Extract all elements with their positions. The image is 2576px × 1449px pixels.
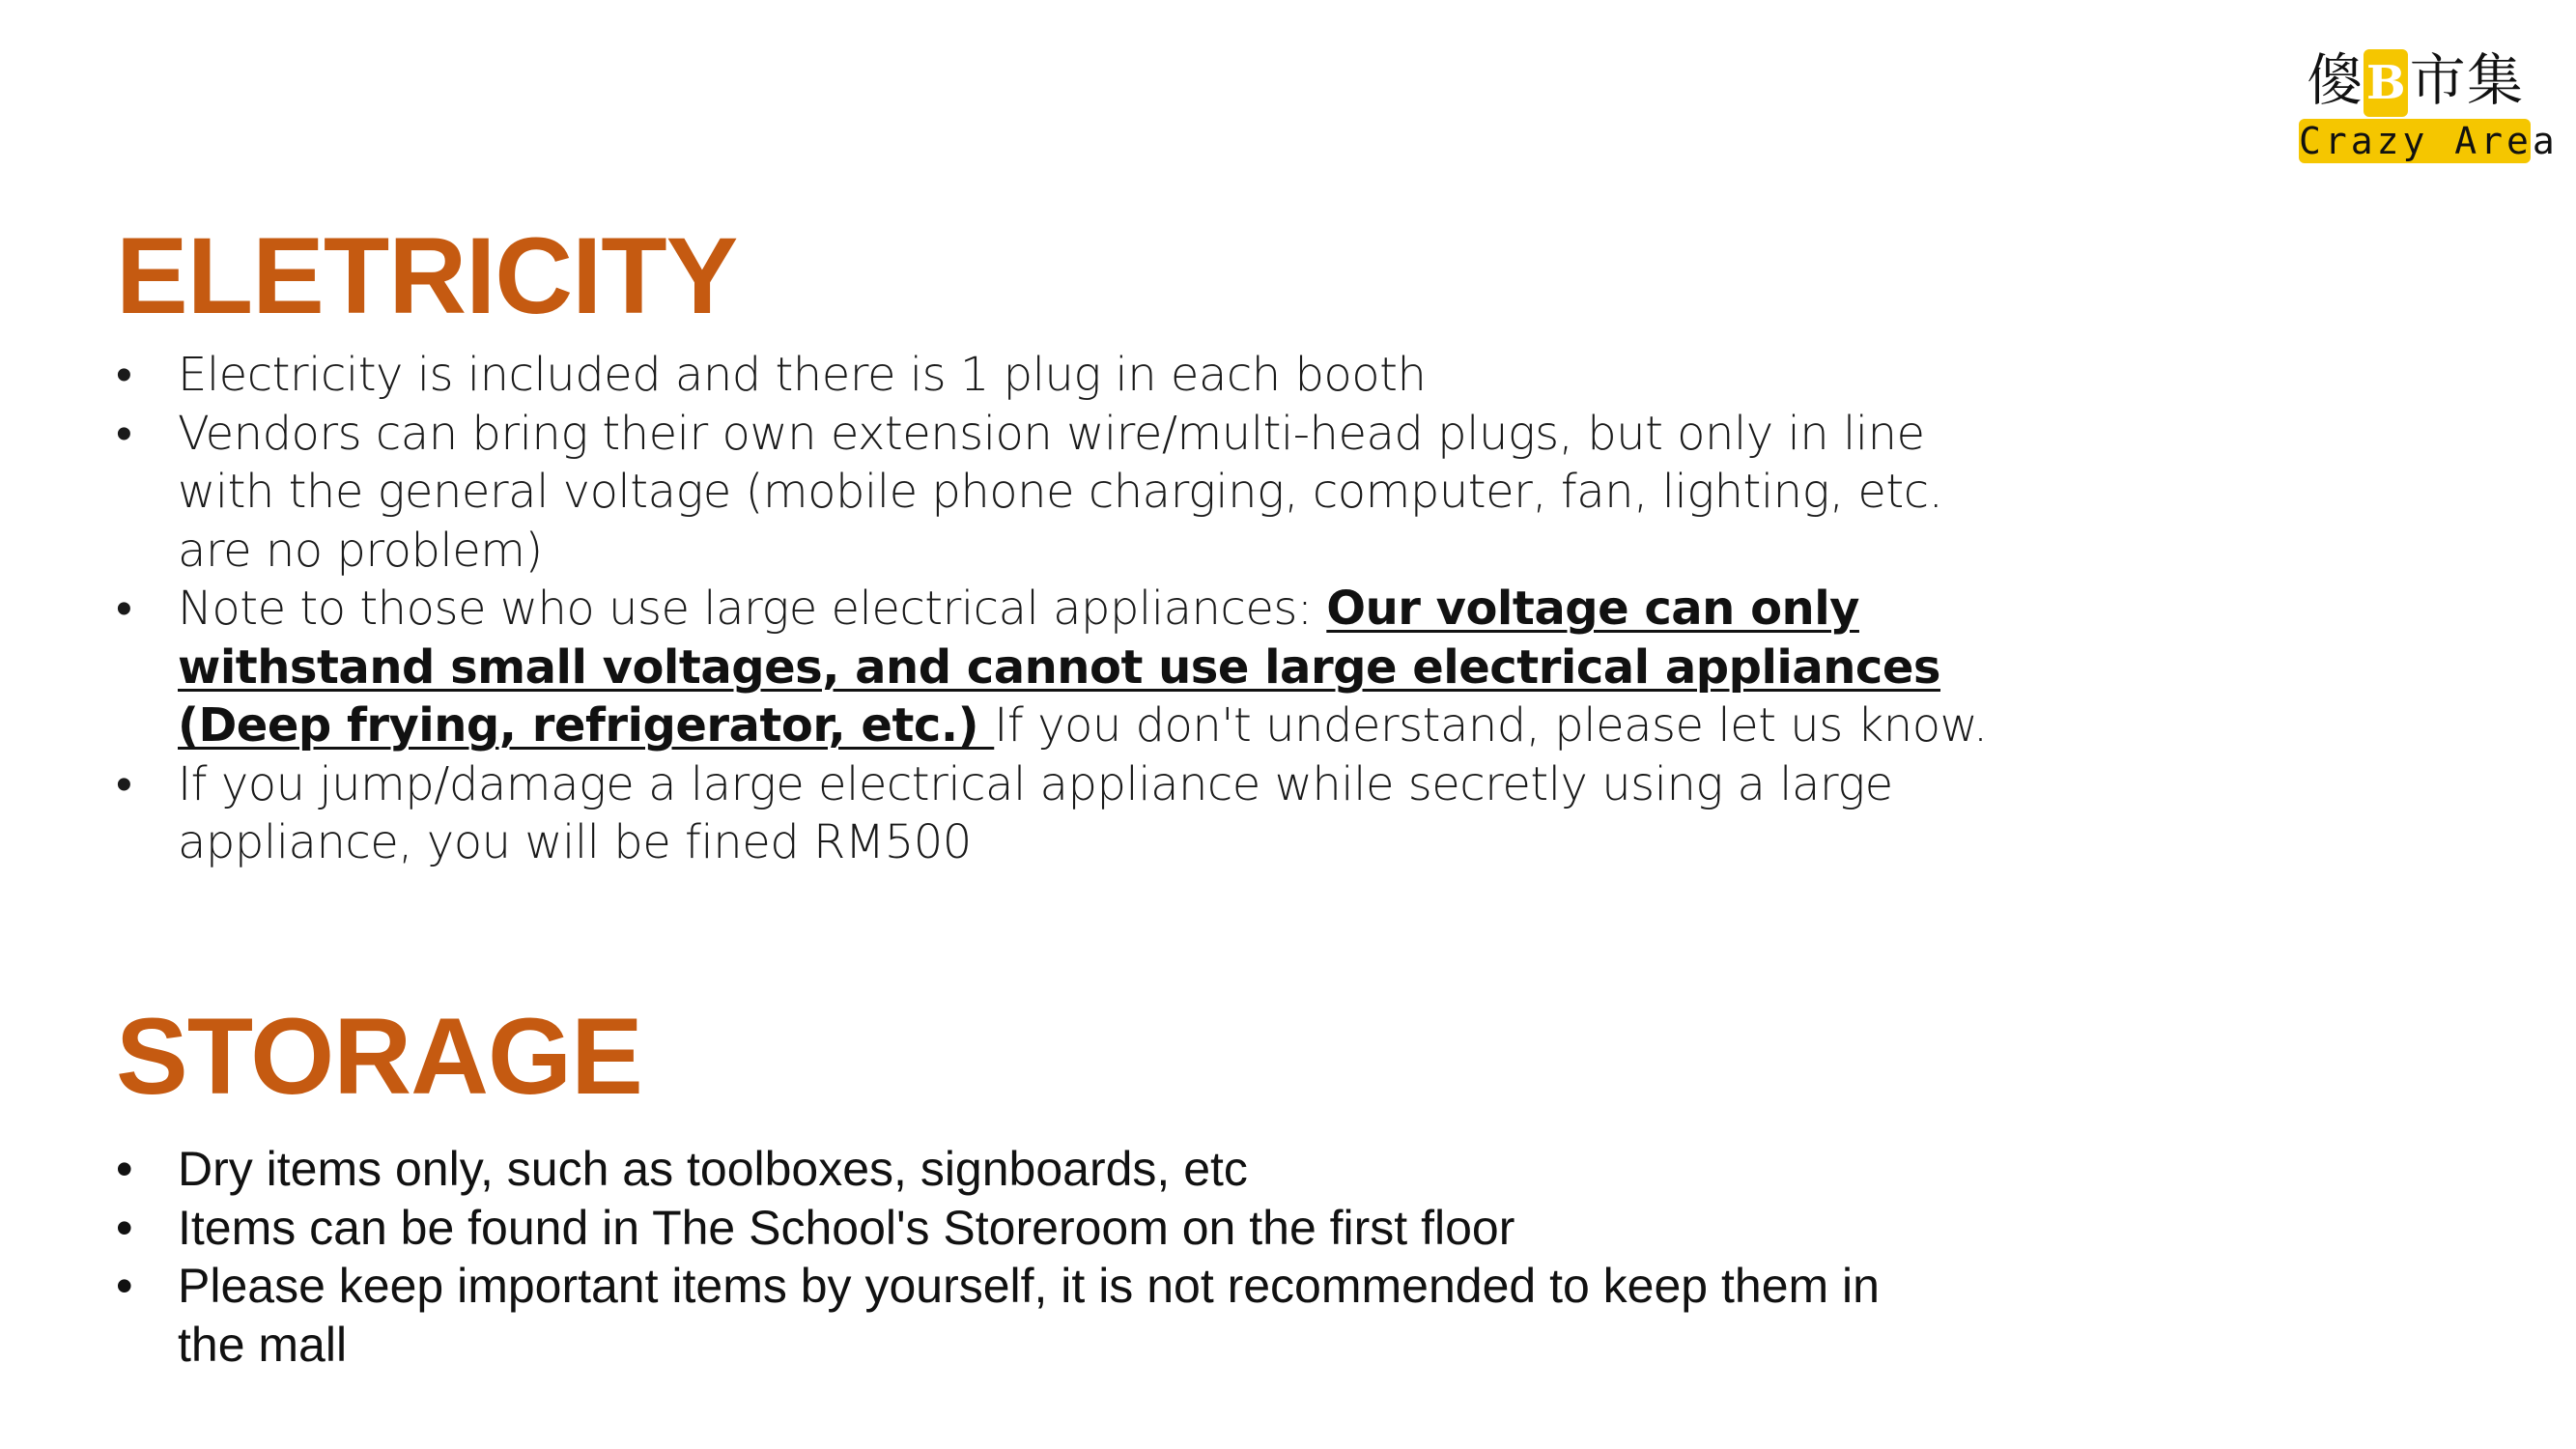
list-item bbox=[116, 346, 1999, 405]
list-item-lead: Note to those who use large electrical appliances: bbox=[178, 582, 1327, 636]
list-item-text: Please keep important items by yourself, it is not recommended to keep them in the mall bbox=[178, 1259, 1880, 1372]
voltage-warning: Our voltage can only withstand small voltages, and cannot use large electrical appliances (Deep frying, refrigerator, etc.) bbox=[178, 582, 1940, 753]
logo-char-1: 傻 bbox=[2307, 47, 2364, 113]
logo-characters bbox=[2299, 43, 2531, 117]
list-item bbox=[116, 1257, 1951, 1374]
list-item-text: Items can be found in The School's Storeroom on the first floor bbox=[178, 1200, 1515, 1255]
storage-heading: STORAGE bbox=[116, 996, 642, 1117]
list-item bbox=[116, 755, 1999, 872]
list-item bbox=[116, 405, 1999, 581]
list-item-text: Electricity is included and there is 1 plug in each booth bbox=[178, 348, 1427, 402]
list-item-text: If you jump/damage a large electrical appliance while secretly using a large appliance, you will be fined RM500 bbox=[178, 756, 1893, 869]
logo-subtitle: Crazy Area bbox=[2299, 120, 2559, 162]
crazy-area-logo bbox=[2299, 43, 2559, 167]
logo-char-2: B bbox=[2364, 49, 2408, 117]
electricity-list bbox=[116, 346, 1999, 872]
list-item-text: Vendors can bring their own extension wire/multi-head plugs, but only in line with the general voltage (mobile phone charging, computer, fan, lighting, etc. are no problem) bbox=[178, 406, 1943, 578]
electricity-heading: ELETRICITY bbox=[116, 215, 738, 336]
list-item bbox=[116, 580, 1999, 755]
logo-char-4: 集 bbox=[2466, 47, 2523, 113]
list-item-tail: If you don't understand, please let us know. bbox=[994, 698, 1988, 753]
storage-list bbox=[116, 1140, 1951, 1374]
logo-char-3: 市 bbox=[2409, 47, 2466, 113]
list-item bbox=[116, 1199, 1951, 1258]
list-item bbox=[116, 1140, 1951, 1199]
list-item-text: Dry items only, such as toolboxes, signboards, etc bbox=[178, 1142, 1248, 1196]
